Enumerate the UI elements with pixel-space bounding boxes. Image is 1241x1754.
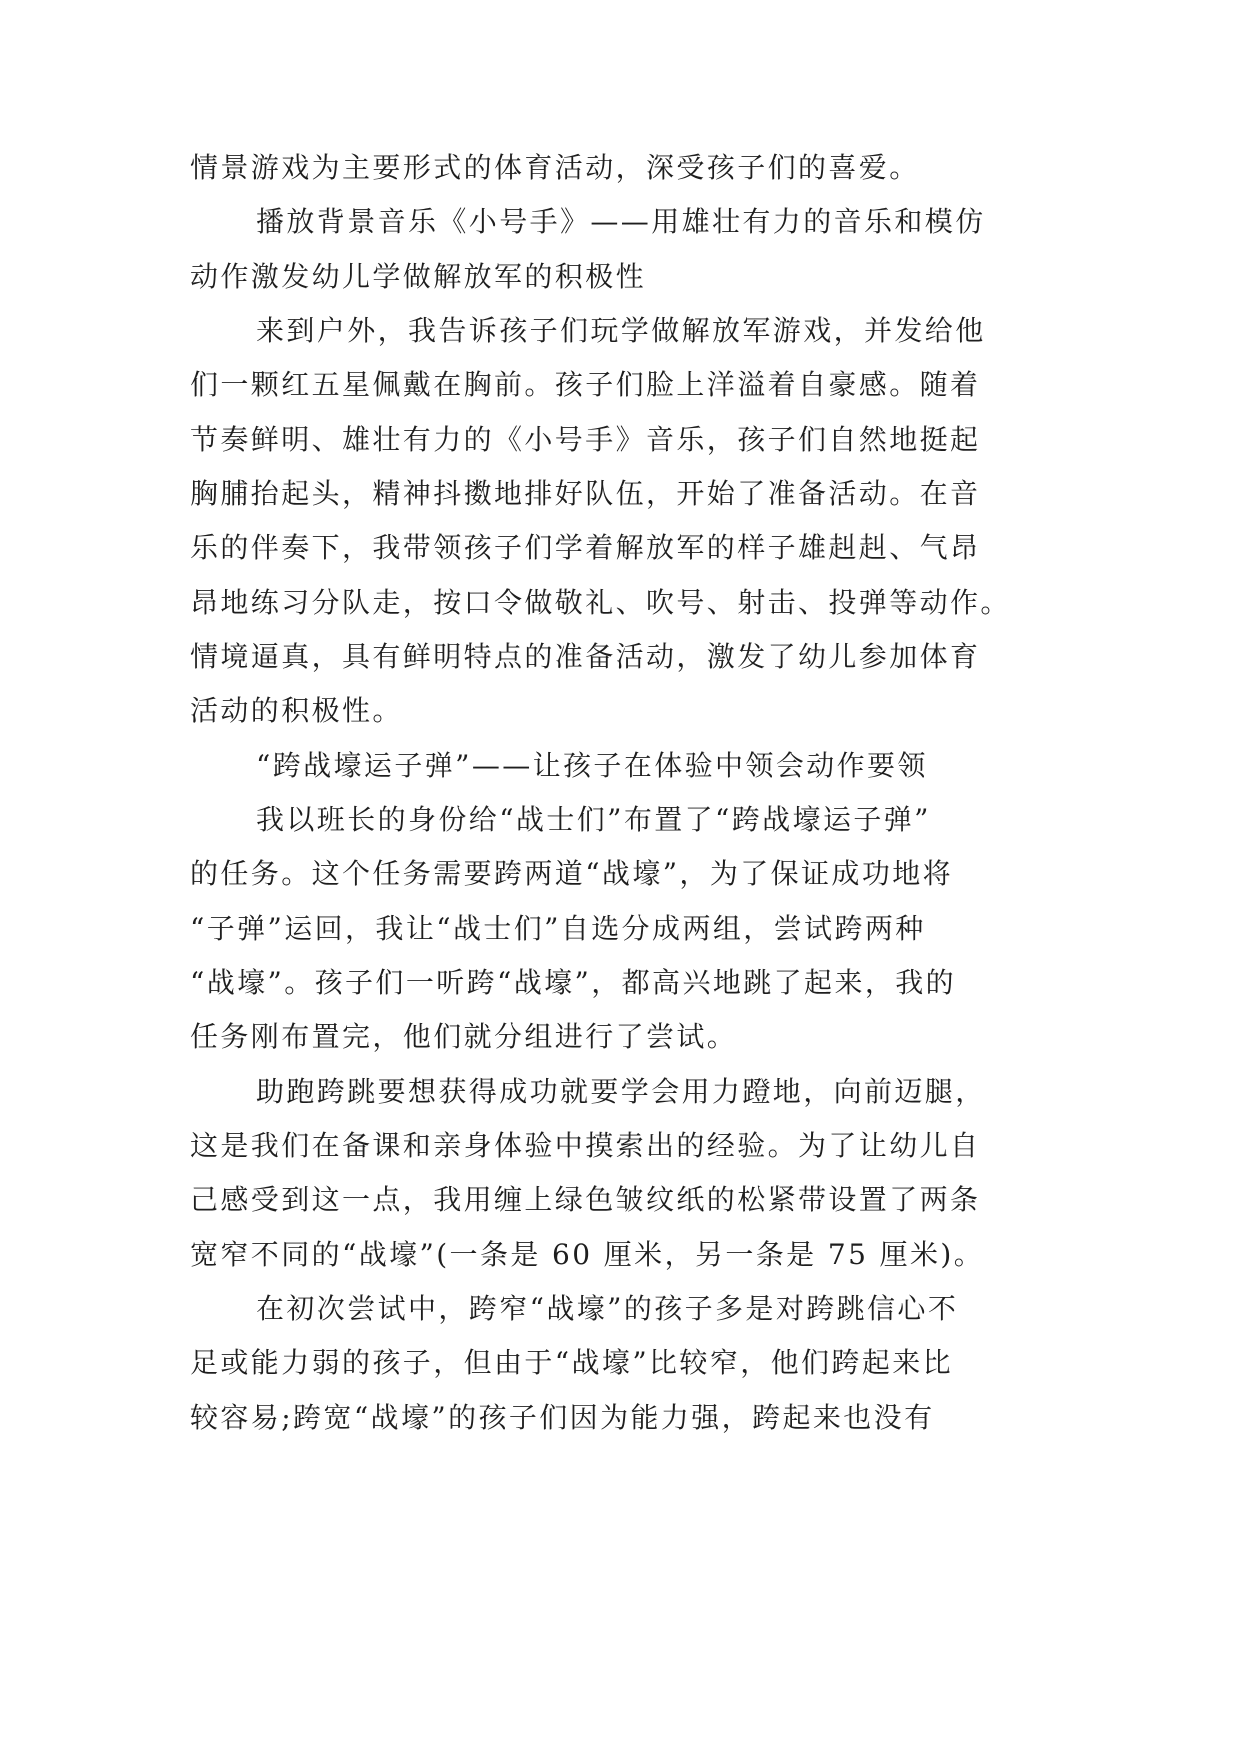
text-line: 己感受到这一点，我用缠上绿色皱纹纸的松紧带设置了两条 — [190, 1183, 981, 1216]
text-line: 胸脯抬起头，精神抖擞地排好队伍，开始了准备活动。在音 — [190, 477, 981, 510]
text-line: 播放背景音乐《小号手》——用雄壮有力的音乐和模仿 — [256, 205, 986, 238]
text-line: 较容易;跨宽“战壕”的孩子们因为能力强，跨起来也没有 — [190, 1401, 935, 1434]
text-line: 宽窄不同的“战壕”(一条是 60 厘米，另一条是 75 厘米)。 — [190, 1238, 985, 1271]
text-line: 这是我们在备课和亲身体验中摸索出的经验。为了让幼儿自 — [190, 1129, 981, 1162]
text-line: 活动的积极性。 — [190, 694, 403, 727]
text-line: 情境逼真，具有鲜明特点的准备活动，激发了幼儿参加体育 — [190, 640, 981, 673]
text-line: 足或能力弱的孩子，但由于“战壕”比较窄，他们跨起来比 — [190, 1346, 954, 1379]
section-heading: “跨战壕运子弹”——让孩子在体验中领会动作要领 — [256, 749, 928, 782]
text-line: “子弹”运回，我让“战士们”自选分成两组，尝试跨两种 — [190, 912, 926, 945]
text-line: 来到户外，我告诉孩子们玩学做解放军游戏，并发给他 — [256, 314, 986, 347]
text-line: 动作激发幼儿学做解放军的积极性 — [190, 260, 647, 293]
text-line: 昂地练习分队走，按口令做敬礼、吹号、射击、投弹等动作。 — [190, 586, 1011, 619]
text-line: 在初次尝试中，跨窄“战壕”的孩子多是对跨跳信心不 — [256, 1292, 959, 1325]
text-line: 乐的伴奏下，我带领孩子们学着解放军的样子雄赳赳、气昂 — [190, 531, 981, 564]
text-line: “战壕”。孩子们一听跨“战壕”，都高兴地跳了起来，我的 — [190, 966, 957, 999]
text-line: 节奏鲜明、雄壮有力的《小号手》音乐，孩子们自然地挺起 — [190, 423, 981, 456]
text-line: 的任务。这个任务需要跨两道“战壕”，为了保证成功地将 — [190, 857, 954, 890]
text-line: 们一颗红五星佩戴在胸前。孩子们脸上洋溢着自豪感。随着 — [190, 368, 981, 401]
text-line: 助跑跨跳要想获得成功就要学会用力蹬地，向前迈腿， — [256, 1075, 986, 1108]
text-line: 我以班长的身份给“战士们”布置了“跨战壕运子弹” — [256, 803, 931, 836]
text-line: 情景游戏为主要形式的体育活动，深受孩子们的喜爱。 — [190, 151, 920, 184]
text-line: 任务刚布置完，他们就分组进行了尝试。 — [190, 1020, 738, 1053]
